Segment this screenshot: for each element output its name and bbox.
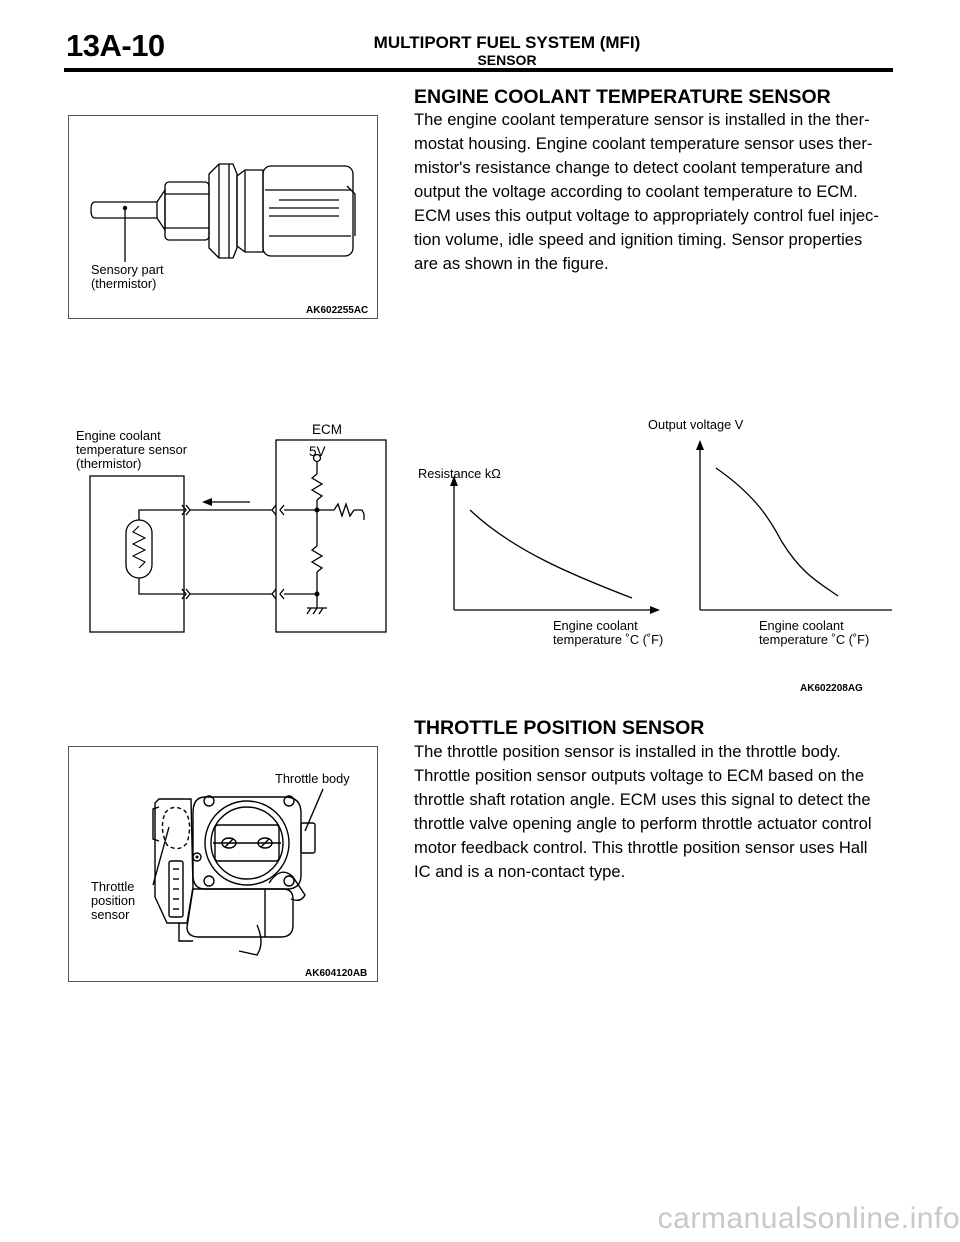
throttle-body-figure xyxy=(68,746,378,982)
resistance-axis-label: Resistance kΩ xyxy=(418,466,501,481)
temp-axis-label-1: Engine coolant temperature ˚C (˚F) xyxy=(553,618,664,647)
tps-section-body: The throttle position sensor is installed in the throttle body. Throttle position sensor outputs voltage to ECM based on the throttle shaft rotation angle. ECM uses this signal to detect the throttle valve opening angle to perform throttle actuator control motor feedback control. This throttle position sensor uses Hall IC and is a non-contact type. xyxy=(414,742,872,881)
ect-sensor-figure xyxy=(68,115,378,319)
header-subtitle: SENSOR xyxy=(477,52,537,68)
throttle-figure-code: AK604120AB xyxy=(305,968,368,979)
supply-voltage-label: 5V xyxy=(309,444,326,459)
header-rule xyxy=(64,68,893,72)
ect-circuit-figure xyxy=(62,410,892,700)
ect-section-body: The engine coolant temperature sensor is installed in the ther- mostat housing. Engine coolant temperature sensor uses ther- mistor's resistance change to detect coolant temperature and output the voltage according to coolant temperature to ECM. ECM uses this output voltage to appropriately control fuel injec- tion volume, idle speed and ignition timing. Sensor properties are as shown in the figure. xyxy=(414,110,879,273)
page-number: 13A-10 xyxy=(66,28,165,63)
ect-section-title: ENGINE COOLANT TEMPERATURE SENSOR xyxy=(414,86,831,108)
sensory-part-label: Sensory part (thermistor) xyxy=(91,262,164,291)
ect-sensor-circuit-label: Engine coolant temperature sensor (thermistor) xyxy=(76,428,187,471)
circuit-figure-code: AK602208AG xyxy=(800,683,863,694)
ecm-label: ECM xyxy=(312,422,342,437)
tps-section-title: THROTTLE POSITION SENSOR xyxy=(414,717,705,739)
header-title: MULTIPORT FUEL SYSTEM (MFI) xyxy=(373,33,641,52)
throttle-position-sensor-label: Throttle position sensor xyxy=(91,879,136,922)
temp-axis-label-2: Engine coolant temperature ˚C (˚F) xyxy=(759,618,870,647)
watermark: carmanualsonline.info xyxy=(657,1202,960,1235)
output-voltage-axis-label: Output voltage V xyxy=(648,417,744,432)
throttle-body-label: Throttle body xyxy=(275,771,350,786)
sensor-figure-code: AK602255AC xyxy=(306,305,369,316)
